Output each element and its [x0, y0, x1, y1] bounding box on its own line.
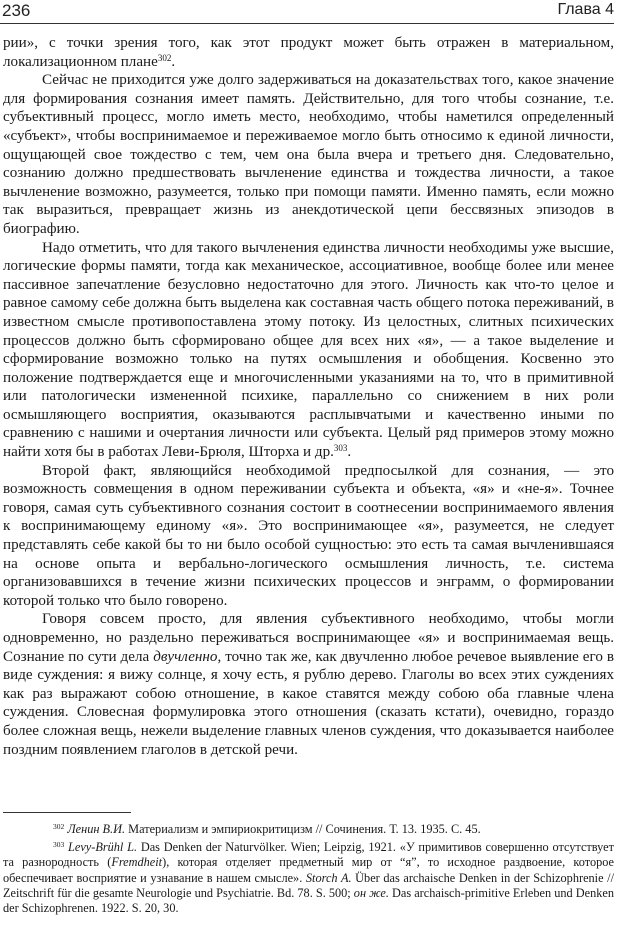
text-run: Говоря совсем просто, для явления субъективного необходимо, чтобы могли одновременно, но раздельно переживаться воспринимающее «я» и воспринимаемая вещь. Сознание по сути дела [3, 611, 614, 665]
text-run: . [347, 444, 352, 461]
footnote-ref: 303 [53, 840, 65, 850]
text-run: ), которая отделяет предметный мир от “я”, то исходное раздвоение, которое обеспечивает восприятие и узнавание в нашем смысле». [3, 855, 614, 885]
paragraph [3, 34, 614, 71]
italic-text: Ленин В.И. [67, 822, 126, 836]
italic-text: Fremdheit [111, 855, 163, 870]
footnote [3, 822, 614, 837]
paragraph [3, 610, 614, 759]
header-rule [0, 23, 614, 24]
text-run: Über das archaische Denken in der Schizophrenie // Zeitschrift für die gesamte Neurologie und Psychiatrie. Bd. 78. S. 500; [3, 870, 615, 900]
text-run: Второй факт, являющийся необходимой предпосылкой для сознания, — это возможность совмещения в одном переживании субъекта и объекта, «я» и «не-я». Точнее говоря, самая суть субъективного сознания состоит в соотнесении воспринимаемого явления к воспринимающему единому «я». Это воспринимающее «я», разумеется, не следует представлять себе какой бы то ни было особой сущностью: это есть та самая вычленившаяся на основе опыта и вербально-логического осмышления личность, т.е. система организовавшихся в течение жизни психических процессов и энграмм, о формировании которой только что было говорено. [3, 462, 614, 609]
footnote-ref: 302 [157, 52, 172, 63]
italic-text: он же. [353, 885, 389, 900]
text-run: Das archaisch-primitive Erleben und Denken der Schizophrenen. 1922. S. 20, 30. [3, 885, 614, 916]
text-run: , точно так же, как двучленно любое речевое выявление его в виде суждения: я вижу солнце, я хочу есть, я рублю дерево. Глаголы во всех этих суждениях как раз выражают собою отношение, в какое ставятся между собою оба главные члена суждения. Словесная формулировка этого отношения (сказать кстати), очевидно, гораздо более сложная вещь, нежели выделение главных членов суждения, что доказывается наиболее поздним появлением глаголов в детской речи. [3, 648, 614, 758]
text-run: Сейчас не приходится уже долго задерживаться на доказательствах того, какое значение для формирования сознания имеет память. Действительно, для того чтобы сознание, т.е. субъективный процесс, могло иметь место, необходимо, чтобы наметился определенный «субъект», чтобы воспринимаемое и переживаемое могло быть относимо к единой личности, ощущающей свое тождество с тем, чем она была вчера и третьего дня. Следовательно, сознанию должно предшествовать вычленение единства и тождества личности, а такое вычленение возможно, разумеется, только при помощи памяти. Именно память, если можно так выразиться, превращает жизнь из анекдотической цепи бессвязных эпизодов в биографию. [3, 72, 614, 237]
italic-text: двучленно [153, 648, 218, 665]
text-run: Материализм и эмпириокритицизм // Сочинения. Т. 13. 1935. С. 45. [125, 822, 481, 836]
page-number: 236 [2, 1, 31, 20]
italic-text: Levy-Brühl L. [68, 840, 138, 855]
footnotes [3, 822, 614, 919]
italic-text: Storch A. [305, 870, 352, 885]
text-run: Das Denken der Naturvölker. Wien; Leipzig, 1921. «У примитивов совершенно отсутствует та разнородность ( [3, 840, 614, 870]
footnote-ref: 302 [53, 822, 65, 831]
footnote [3, 840, 614, 916]
paragraph [3, 71, 614, 238]
paragraph [3, 239, 614, 462]
running-header [0, 0, 620, 30]
text-run: . [171, 53, 176, 70]
chapter-title: Глава 4 [557, 1, 614, 18]
footnote-ref: 303 [333, 443, 348, 454]
paragraph [3, 462, 614, 611]
body-text [3, 34, 614, 759]
footnote-rule [3, 812, 131, 813]
text-run: рии», с точки зрения того, как этот продукт может быть отражен в материальном, локализационном плане [3, 35, 614, 70]
text-run: Надо отметить, что для такого вычленения единства личности необходимы уже высшие, логические формы памяти, тогда как механическое, ассоциативное, вообще более или менее пассивное запечатление безусловно недостаточно для этого. Личность как что-то целое и равное самому себе должна быть выделена как составная часть общего потока переживаний, в известном смысле противопоставлена этому потоку. Из целостных, слитных психических процессов должно быть сформировано общее для всех них «я», — а такое выделение и сформирование возможно только на путях осмышления и обобщения. Косвенно это положение подтверждается еще и многочисленными указаниями на то, что в примитивной или патологически измененной психике, параллельно со снижением в них роли осмышляющего восприятия, оказываются расплывчатыми и качественно иными по сравнению с нашими и очертания личности или субъекта. Целый ряд примеров этому можно найти хотя бы в работах Леви-Брюля, Шторха и др. [3, 239, 614, 461]
